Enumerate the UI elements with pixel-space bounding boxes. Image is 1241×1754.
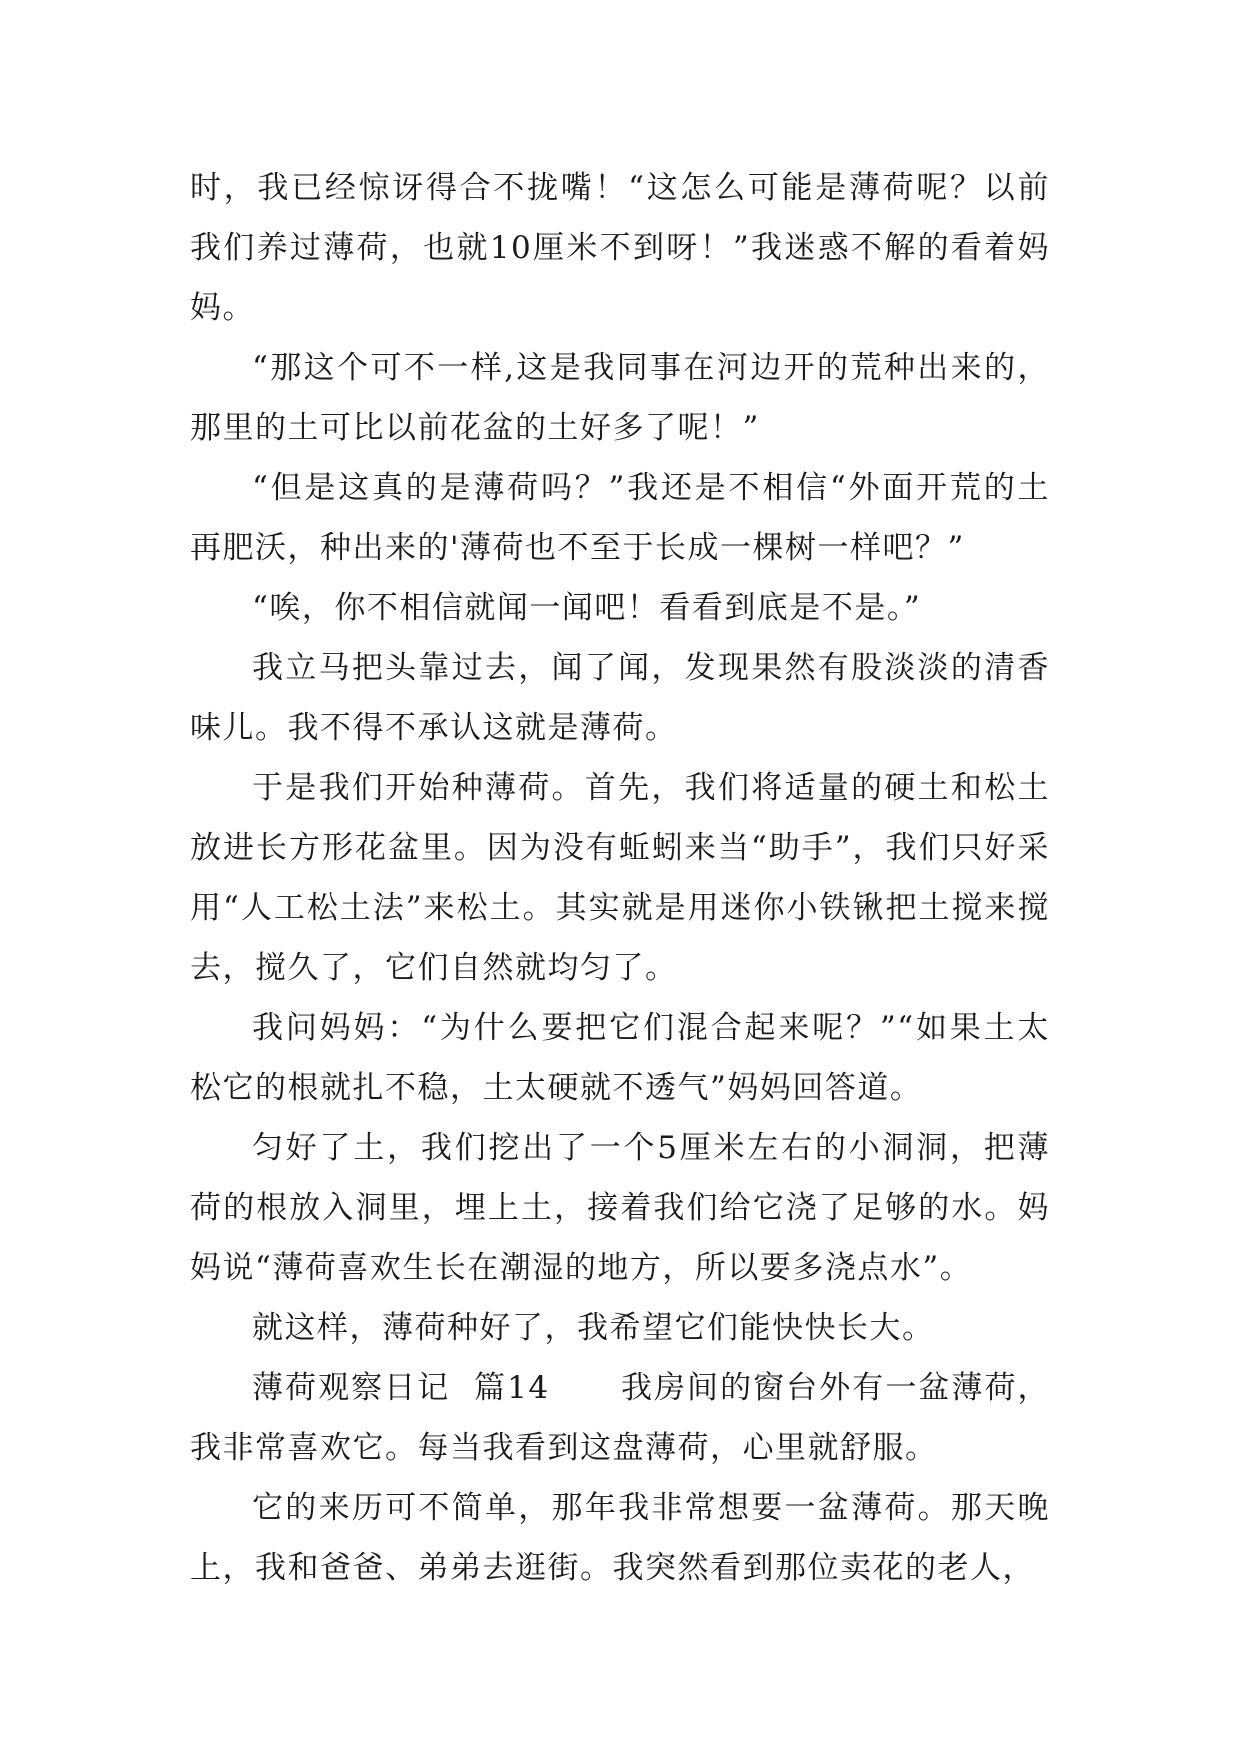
body-text <box>190 158 1050 1598</box>
paragraph-continuation: 时，我已经惊讶得合不拢嘴！“这怎么可能是薄荷呢？以前我们养过薄荷，也就10厘米不到呀！”我迷惑不解的看着妈妈。 <box>190 170 1050 326</box>
paragraph-smell-it: “唉，你不相信就闻一闻吧！看看到底是不是。” <box>252 590 922 626</box>
paragraph-origin: 它的来历可不简单，那年我非常想要一盆薄荷。那天晚上，我和爸爸、弟弟去逛街。我突然看到那位卖花的老人， <box>190 1490 1050 1586</box>
paragraph-planting: 于是我们开始种薄荷。首先，我们将适量的硬土和松土放进长方形花盆里。因为没有蚯蚓来当“助手”，我们只好采用“人工松土法”来松土。其实就是用迷你小铁锹把土搅来搅去，搅久了，它们自然就均匀了。 <box>190 770 1050 986</box>
paragraph-mom-reply: “那这个可不一样,这是我同事在河边开的荒种出来的，那里的土可比以前花盆的土好多了呢！” <box>190 350 1050 446</box>
paragraph-question: 我问妈妈：“为什么要把它们混合起来呢？”“如果土太松它的根就扎不稳，土太硬就不透气”妈妈回答道。 <box>190 1010 1050 1106</box>
paragraph-done: 就这样，薄荷种好了，我希望它们能快快长大。 <box>252 1310 935 1346</box>
paragraph-dig-hole: 匀好了土，我们挖出了一个5厘米左右的小洞洞，把薄荷的根放入洞里，埋上土，接着我们给它浇了足够的水。妈妈说“薄荷喜欢生长在潮湿的地方，所以要多浇点水”。 <box>190 1130 1050 1286</box>
paragraph-section-14: 薄荷观察日记 篇14 我房间的窗台外有一盆薄荷，我非常喜欢它。每当我看到这盘薄荷，心里就舒服。 <box>190 1370 1050 1466</box>
paragraph-doubt: “但是这真的是薄荷吗？”我还是不相信“外面开荒的土再肥沃，种出来的'薄荷也不至于长成一棵树一样吧？” <box>190 470 1050 566</box>
paragraph-admit: 我立马把头靠过去，闻了闻，发现果然有股淡淡的清香味儿。我不得不承认这就是薄荷。 <box>190 650 1050 746</box>
